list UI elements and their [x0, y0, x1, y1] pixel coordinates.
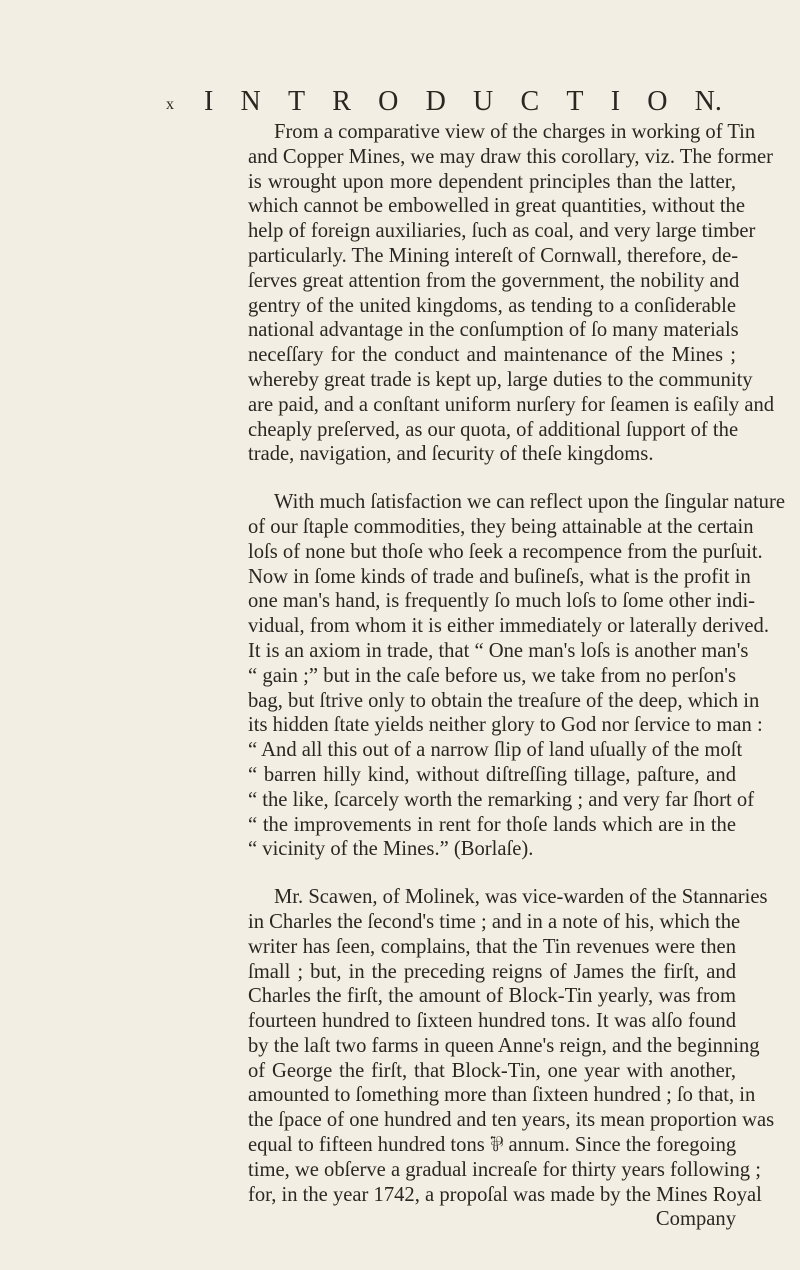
text-line: of George the firſt, that Block-Tin, one year with another, [248, 1059, 736, 1082]
running-title-letter: T [566, 86, 584, 117]
text-line: in Charles the ſecond's time ; and in a note of his, which the [248, 910, 741, 933]
body-text [248, 120, 785, 1232]
text-line: gentry of the united kingdoms, as tending to a conſiderable [248, 294, 736, 317]
text-line: its hidden ſtate yields neither glory to God nor ſervice to man : [248, 714, 763, 737]
paragraph-gap [248, 862, 736, 885]
running-title-letter: U [473, 86, 494, 117]
text-line: “ barren hilly kind, without diſtreſſing tillage, paſture, and [248, 763, 736, 786]
running-title-letter: C [520, 86, 540, 117]
paragraph [248, 490, 785, 862]
text-line: is wrought upon more dependent principles than the latter, [248, 170, 736, 193]
paragraph [248, 120, 775, 467]
text-line: “ gain ;” but in the caſe before us, we take from no perſon's [248, 664, 736, 687]
text-line: Now in ſome kinds of trade and buſineſs, what is the profit in [248, 565, 751, 588]
folio-number: x [166, 96, 174, 113]
text-line: for, in the year 1742, a propoſal was made by the Mines Royal [248, 1183, 762, 1206]
text-line: are paid, and a conſtant uniform nurſery for ſeamen is eaſily and [248, 393, 775, 416]
running-title-letter: T [287, 86, 306, 117]
text-line: equal to fifteen hundred tons ⅌ annum. Since the foregoing [248, 1134, 737, 1157]
text-line: With much ſatisfaction we can reflect upon the ſingular nature [274, 491, 785, 514]
text-line: time, we obſerve a gradual increaſe for thirty years following ; [248, 1158, 761, 1181]
running-title-letter: I [204, 86, 214, 117]
text-line: by the laſt two farms in queen Anne's reign, and the beginning [248, 1034, 760, 1057]
text-line: fourteen hundred to ſixteen hundred tons. It was alſo found [248, 1010, 736, 1033]
text-line: national advantage in the conſumption of ſo many materials [248, 319, 739, 342]
running-title-letter: D [425, 86, 446, 117]
text-line: ſmall ; but, in the preceding reigns of James the firſt, and [248, 960, 736, 983]
paragraph-gap [248, 467, 736, 490]
running-title-letter: O [378, 86, 399, 117]
text-line: Mr. Scawen, of Molinek, was vice-warden of the Stannaries [274, 886, 768, 909]
text-line: “ the improvements in rent for thoſe lands which are in the [248, 813, 736, 836]
running-title-letter: O [647, 86, 668, 117]
text-line: which cannot be embowelled in great quantities, without the [248, 195, 745, 218]
text-line: and Copper Mines, we may draw this corollary, viz. The former [248, 145, 773, 168]
text-line: From a comparative view of the charges in working of Tin [274, 121, 756, 143]
text-line: help of foreign auxiliaries, ſuch as coal, and very large timber [248, 220, 756, 243]
text-line: vidual, from whom it is either immediately or laterally derived. [248, 615, 769, 638]
running-title-letter: N. [694, 86, 722, 117]
text-line: It is an axiom in trade, that “ One man's loſs is another man's [248, 639, 749, 662]
text-line: “ vicinity of the Mines.” (Borlaſe). [248, 838, 534, 861]
text-line: “ the like, ſcarcely worth the remarking ; and very far ſhort of [248, 788, 755, 811]
catchword: Company [655, 1208, 736, 1231]
text-line: writer has ſeen, complains, that the Tin revenues were then [248, 935, 736, 958]
text-line: “ And all this out of a narrow ſlip of land uſually of the moſt [248, 739, 743, 762]
text-line: particularly. The Mining intereſt of Cornwall, therefore, de- [248, 244, 739, 267]
running-title-letter: I [610, 86, 621, 117]
running-title [204, 86, 722, 118]
running-title-letter: N [240, 86, 261, 117]
text-line: Charles the firſt, the amount of Block-Tin yearly, was from [248, 985, 736, 1008]
text-line: bag, but ſtrive only to obtain the treaſure of the deep, which in [248, 689, 760, 712]
text-line: neceſſary for the conduct and maintenance of the Mines ; [248, 344, 736, 367]
text-line: the ſpace of one hundred and ten years, its mean proportion was [248, 1109, 775, 1132]
running-title-letter: R [332, 86, 351, 117]
text-line: whereby great trade is kept up, large duties to the community [248, 368, 753, 391]
text-line: ſerves great attention from the government, the nobility and [248, 269, 740, 292]
text-line: amounted to ſomething more than ſixteen hundred ; ſo that, in [248, 1084, 756, 1107]
text-line: trade, navigation, and ſecurity of theſe kingdoms. [248, 443, 654, 466]
text-line: loſs of none but thoſe who ſeek a recompence from the purſuit. [248, 540, 763, 563]
text-line: one man's hand, is frequently ſo much loſs to ſome other indi- [248, 590, 756, 613]
text-line: of our ſtaple commodities, they being attainable at the certain [248, 515, 754, 538]
paragraph [248, 885, 775, 1207]
text-line: cheaply preſerved, as our quota, of additional ſupport of the [248, 418, 739, 441]
